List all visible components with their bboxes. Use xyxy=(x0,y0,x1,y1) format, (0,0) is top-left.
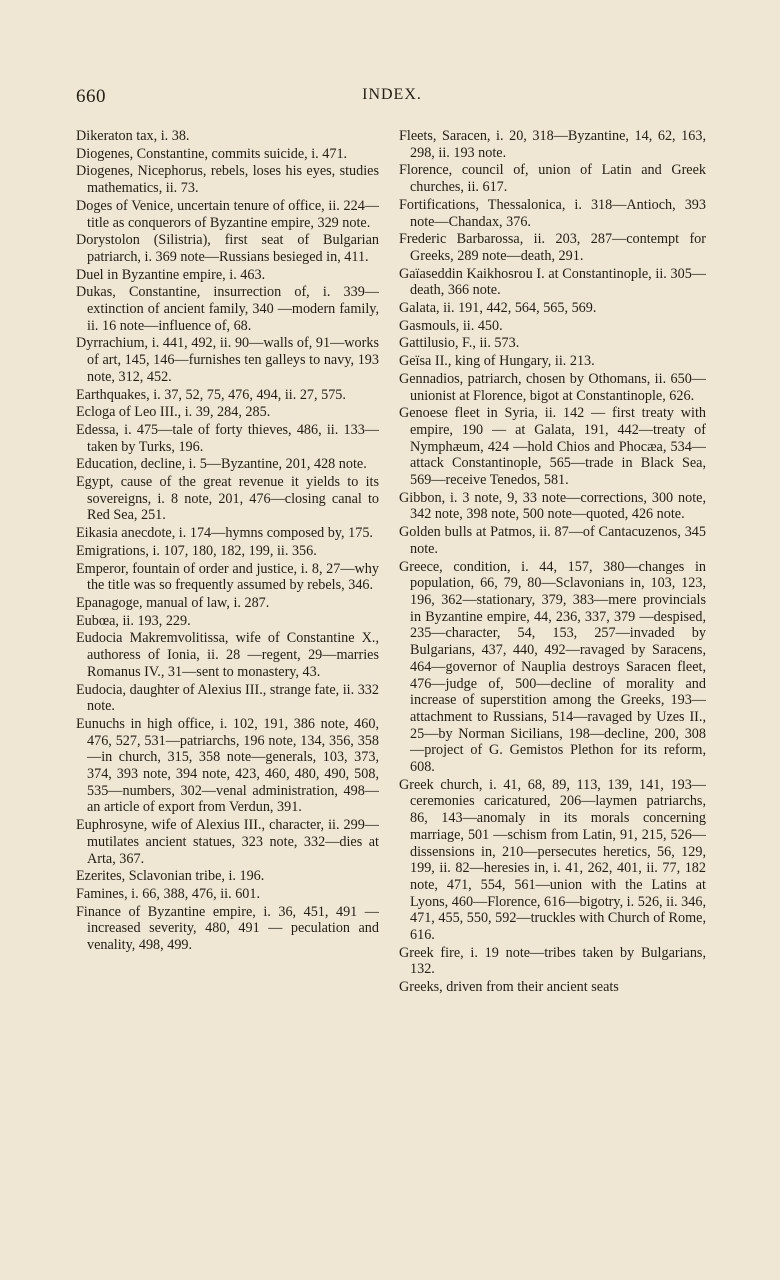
page-number: 660 xyxy=(76,86,106,107)
index-entry: Eubœa, ii. 193, 229. xyxy=(76,612,191,629)
index-entry: Dyrrachium, i. 441, 492, ii. 90—walls of, 91—works of art, 145, 146—furnishes ten galleys to navy, 193 note, 312, 452. xyxy=(76,335,379,385)
index-entry: Greek church, i. 41, 68, 89, 113, 139, 141, 193—ceremonies caricatured, 206—laymen patriarchs, 86, 143—anomaly in its morals concerning marriage, 501 —schism from Latin, 91, 215, 526—dissensions in, 210—persecutes heretics, 56, 129, 199, ii. 82—heresies in, i. 41, 262, 401, ii. 77, 182 note, 471, 554, 561—union with the Latins at Lyons, 460—Florence, 616—bigotry, i. 526, ii. 346, 471, 455, 550, 592—truckles with Church of Rome, 616. xyxy=(399,776,706,944)
index-entry: Gennadios, patriarch, chosen by Othomans, ii. 650—unionist at Florence, bigot at Constantinople, 626. xyxy=(399,370,706,404)
index-entry: Finance of Byzantine empire, i. 36, 451, 491 — increased severity, 480, 491 — peculation and venality, 498, 499. xyxy=(76,903,379,954)
index-entry: Eudocia, daughter of Alexius III., strange fate, ii. 332 note. xyxy=(76,681,379,715)
index-entry: Gasmouls, ii. 450. xyxy=(399,317,503,334)
index-entry: Edessa, i. 475—tale of forty thieves, 486, ii. 133—taken by Turks, 196. xyxy=(76,421,379,455)
index-entry: Duel in Byzantine empire, i. 463. xyxy=(76,266,266,283)
index-entry: Gibbon, i. 3 note, 9, 33 note—corrections, 300 note, 342 note, 398 note, 500 note—quoted, 426 note. xyxy=(399,489,706,523)
index-entry: Gaïaseddin Kaikhosrou I. at Constantinople, ii. 305—death, 366 note. xyxy=(399,265,706,299)
index-entry: Dikeraton tax, i. 38. xyxy=(76,128,190,144)
index-entry: Eikasia anecdote, i. 174—hymns composed by, 175. xyxy=(76,525,373,542)
index-entry: Eudocia Makremvolitissa, wife of Constantine X., authoress of Ionia, ii. 28 —regent, 29—marries Romanus IV., 31—sent to monastery, 43. xyxy=(76,630,379,680)
page-header xyxy=(76,86,708,108)
index-entry: Greece, condition, i. 44, 157, 380—changes in population, 66, 79, 80—Sclavonians in, 103, 123, 196, 362—stationary, 379, 383—mere provincials in Byzantine empire, 44, 236, 337, 379 —despised, 235—character, 54, 153, 257—invaded by Bulgarians, 437, 440, 492—ravaged by Saracens, 464—governor of Nauplia destroys Saracen fleet, 476—judge of, 500—decline of morality and increase of superstition among the Greeks, 193—attachment to Russians, 514—ravaged by Uzes II., 25—by Norman Sicilians, 198—decline, 200, 308—project of G. Gemistos Plethon for its reform, 608. xyxy=(399,558,706,776)
index-entry: Egypt, cause of the great revenue it yields to its sovereigns, i. 8 note, 201, 476—closing canal to Red Sea, 251. xyxy=(76,474,379,524)
index-entry: Frederic Barbarossa, ii. 203, 287—contempt for Greeks, 289 note—death, 291. xyxy=(399,231,706,264)
index-entry: Greek fire, i. 19 note—tribes taken by Bulgarians, 132. xyxy=(399,944,706,978)
index-entry: Diogenes, Nicephorus, rebels, loses his eyes, studies mathematics, ii. 73. xyxy=(76,163,379,197)
index-entry: Golden bulls at Patmos, ii. 87—of Cantacuzenos, 345 note. xyxy=(399,524,706,557)
index-entry: Fortifications, Thessalonica, i. 318—Antioch, 393 note—Chandax, 376. xyxy=(399,196,706,230)
index-entry: Genoese fleet in Syria, ii. 142 — first treaty with empire, 190 — at Galata, 191, 442—treaty of Nymphæum, 424 —hold Chios and Phocæa, 534—attack Constantinople, 565—trade in Black Sea, 569—receive Tenedos, 581. xyxy=(399,405,706,489)
index-entry: Earthquakes, i. 37, 52, 75, 476, 494, ii. 27, 575. xyxy=(76,386,346,403)
index-entry: Doges of Venice, uncertain tenure of office, ii. 224—title as conquerors of Byzantine empire, 329 note. xyxy=(76,197,379,231)
index-entry: Famines, i. 66, 388, 476, ii. 601. xyxy=(76,885,261,902)
index-entry: Emperor, fountain of order and justice, i. 8, 27—why the title was so frequently assumed by rebels, 346. xyxy=(76,560,379,594)
index-entry: Fleets, Saracen, i. 20, 318—Byzantine, 14, 62, 163, 298, ii. 193 note. xyxy=(399,128,706,161)
index-entry: Education, decline, i. 5—Byzantine, 201, 428 note. xyxy=(76,456,367,473)
index-entry: Epanagoge, manual of law, i. 287. xyxy=(76,594,270,611)
index-entry: Galata, ii. 191, 442, 564, 565, 569. xyxy=(399,300,597,317)
index-entry: Dukas, Constantine, insurrection of, i. 339—extinction of ancient family, 340 —modern family, ii. 16 note—influence of, 68. xyxy=(76,284,379,334)
index-column-left xyxy=(76,128,379,955)
index-entry: Geïsa II., king of Hungary, ii. 213. xyxy=(399,353,595,370)
index-entry: Eunuchs in high office, i. 102, 191, 386 note, 460, 476, 527, 531—patriarchs, 196 note, 134, 356, 358—in church, 315, 358 note—generals, 103, 373, 374, 393 note, 394 note, 423, 460, 480, 490, 508, 535—numbers, 302—venal administration, 498—an article of export from Verdun, 391. xyxy=(76,715,379,816)
index-entry: Florence, council of, union of Latin and Greek churches, ii. 617. xyxy=(399,162,706,196)
index-entry: Diogenes, Constantine, commits suicide, i. 471. xyxy=(76,145,348,162)
index-entry: Ecloga of Leo III., i. 39, 284, 285. xyxy=(76,404,271,421)
index-entry: Gattilusio, F., ii. 573. xyxy=(399,335,520,352)
index-entry: Euphrosyne, wife of Alexius III., character, ii. 299—mutilates ancient statues, 323 note, 332—dies at Arta, 367. xyxy=(76,817,379,867)
running-head: INDEX. xyxy=(362,86,422,103)
index-entry: Ezerites, Sclavonian tribe, i. 196. xyxy=(76,868,265,885)
index-column-right xyxy=(399,128,706,997)
index-entry: Greeks, driven from their ancient seats xyxy=(399,979,619,996)
index-entry: Emigrations, i. 107, 180, 182, 199, ii. 356. xyxy=(76,542,317,559)
index-entry: Dorystolon (Silistria), first seat of Bulgarian patriarch, i. 369 note—Russians besieged in, 411. xyxy=(76,232,379,265)
